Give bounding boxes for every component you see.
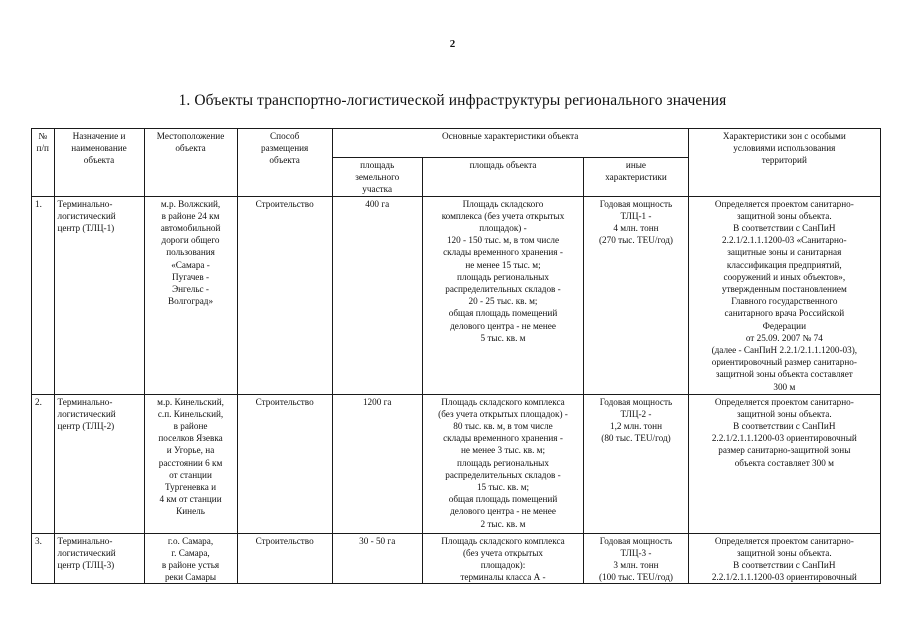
other-characteristics [584, 196, 688, 394]
row-number: 2. [32, 394, 55, 533]
cell-line: защитной зоны объекта. [736, 210, 832, 221]
cell-line: с.п. Кинельский, [157, 408, 224, 419]
cell-line: в районе 24 км [161, 210, 220, 221]
header-location [144, 129, 237, 197]
cell-line: не менее 3 тыс. кв. м; [460, 445, 546, 456]
cell-line: Площадь складского [462, 198, 544, 209]
cell-line: пользования [166, 247, 215, 258]
cell-line: 1,2 млн. тонн [609, 421, 662, 432]
cell-line: площадь региональных [457, 457, 549, 468]
cell-line: Энгельс - [172, 284, 209, 295]
other-characteristics [584, 533, 688, 584]
cell-line: защитной зоны объекта. [736, 547, 832, 558]
cell-line: реки Самары [164, 572, 217, 583]
cell-line: ТЛЦ-3 - [620, 547, 652, 558]
cell-line: наименование [71, 143, 127, 154]
cell-line: (без учета открытых площадок) - [438, 408, 568, 419]
cell-line: В соответствии с СанПиН [733, 421, 836, 432]
cell-line: иные [625, 160, 647, 170]
cell-line: логистический [57, 408, 116, 419]
cell-line: В соответствии с СанПиН [733, 223, 836, 234]
cell-line: (далее - СанПиН 2.2.1/2.1.1.1200-03), [711, 345, 858, 356]
zone-characteristics [688, 394, 880, 533]
land-area: 400 га [332, 196, 422, 394]
cell-line: склады временного хранения - [443, 433, 563, 444]
cell-line: м.р. Волжский, [160, 198, 221, 209]
cell-line: 4 км от станции [159, 494, 222, 505]
cell-line: логистический [57, 547, 116, 558]
header-num [32, 129, 55, 197]
cell-line: характеристики [605, 172, 667, 183]
header-other [584, 158, 688, 197]
cell-line: не менее 15 тыс. м; [465, 259, 541, 270]
cell-line: Кинель [176, 506, 205, 517]
cell-line: территорий [761, 155, 807, 166]
objects-table [31, 128, 881, 584]
cell-line: сооружений и иных объектов», [723, 271, 846, 282]
object-area [422, 533, 584, 584]
placement-method: Строительство [237, 196, 332, 394]
cell-line: 4 млн. тонн [613, 223, 659, 234]
cell-line: автомобильной [160, 223, 221, 234]
page-title: 1. Объекты транспортно-логистической инфраструктуры регионального значения [178, 92, 727, 109]
object-location [144, 533, 237, 584]
cell-line: Характеристики зон с особыми [722, 131, 846, 141]
cell-line: Терминально- [57, 535, 113, 546]
cell-line: ТЛЦ-1 - [620, 210, 652, 221]
cell-line: от 25.09. 2007 № 74 [745, 332, 823, 343]
row-number: 3. [32, 533, 55, 584]
cell-line: размер санитарно-защитной зоны [718, 445, 851, 456]
land-area: 30 - 50 га [332, 533, 422, 584]
placement-method: Строительство [237, 533, 332, 584]
object-location [144, 394, 237, 533]
cell-line: и Угорье, на [166, 445, 215, 456]
cell-line: общая площадь помещений [448, 494, 558, 505]
cell-line: от станции [169, 469, 212, 480]
cell-line: 15 тыс. кв. м; [476, 482, 530, 493]
cell-line: 20 - 25 тыс. кв. м; [468, 296, 538, 307]
cell-line: (без учета открытых [462, 547, 544, 558]
cell-line: В соответствии с СанПиН [733, 560, 836, 571]
cell-line: распределительных складов - [445, 469, 561, 480]
cell-line: 5 тыс. кв. м [480, 332, 526, 343]
zone-characteristics [688, 196, 880, 394]
cell-line: Площадь складского комплекса [441, 396, 565, 407]
cell-line: объекта [83, 155, 115, 166]
cell-line: склады временного хранения - [443, 247, 563, 258]
cell-line: Определяется проектом санитарно- [714, 198, 854, 209]
cell-line: Терминально- [57, 396, 113, 407]
cell-line: Способ [270, 131, 300, 141]
other-characteristics [584, 394, 688, 533]
cell-line: терминалы класса А - [460, 572, 546, 583]
header-land-area [332, 158, 422, 197]
header-main-characteristics: Основные характеристики объекта [332, 129, 688, 158]
cell-line: центр (ТЛЦ-1) [57, 223, 115, 234]
cell-line: Терминально- [57, 198, 113, 209]
cell-line: распределительных складов - [445, 284, 561, 295]
cell-line: Годовая мощность [599, 198, 673, 209]
cell-line: Тургеневка и [165, 482, 217, 493]
cell-line: делового центра - не менее [450, 506, 556, 517]
cell-line: общая площадь помещений [448, 308, 558, 319]
cell-line: № [38, 131, 48, 141]
placement-method: Строительство [237, 394, 332, 533]
cell-line: условиями использования [733, 143, 836, 154]
cell-line: объекта [269, 155, 300, 166]
cell-line: «Самара - [171, 259, 210, 270]
cell-line: центр (ТЛЦ-2) [57, 421, 115, 432]
cell-line: ориентировочный размер санитарно- [711, 357, 857, 368]
cell-line: дороги общего [161, 235, 220, 246]
cell-line: участка [362, 184, 393, 195]
cell-line: (80 тыс. TEU/год) [601, 433, 671, 444]
cell-line: 120 - 150 тыс. м, в том числе [446, 235, 560, 246]
cell-line: площадок): [480, 560, 526, 571]
cell-line: Местоположение [156, 131, 225, 141]
cell-line: поселков Язевка [158, 433, 223, 444]
cell-line: ТЛЦ-2 - [620, 408, 652, 419]
cell-line: Федерации [762, 320, 807, 331]
cell-line: земельного [355, 172, 400, 183]
cell-line: 2.2.1/2.1.1.1200-03 ориентировочный [711, 572, 857, 583]
object-area [422, 394, 584, 533]
cell-line: площадок) - [479, 223, 527, 234]
cell-line: 300 м [773, 381, 796, 392]
cell-line: размещения [261, 143, 309, 154]
header-purpose [54, 129, 144, 197]
cell-line: 2.2.1/2.1.1.1200-03 «Санитарно- [722, 235, 847, 246]
cell-line: 2 тыс. кв. м [480, 518, 526, 529]
table-row [32, 533, 881, 584]
cell-line: Определяется проектом санитарно- [714, 396, 854, 407]
cell-line: Годовая мощность [599, 396, 673, 407]
row-number: 1. [32, 196, 55, 394]
cell-line: (270 тыс. TEU/год) [598, 235, 673, 246]
cell-line: делового центра - не менее [450, 320, 556, 331]
cell-line: 3 млн. тонн [613, 560, 659, 571]
cell-line: объекта составляет 300 м [734, 457, 834, 468]
cell-line: защитной зоны объекта. [736, 408, 832, 419]
cell-line: утвержденным постановлением [721, 284, 847, 295]
header-method [237, 129, 332, 197]
cell-line: Пугачев - [171, 271, 210, 282]
cell-line: 80 тыс. кв. м, в том числе [453, 421, 553, 432]
cell-line: площадь [360, 160, 395, 170]
cell-line: классификация предприятий, [726, 259, 842, 270]
header-object-area: площадь объекта [422, 158, 584, 197]
cell-line: логистический [57, 210, 116, 221]
header-zones [688, 129, 880, 197]
cell-line: санитарного врача Российской [724, 308, 845, 319]
zone-characteristics [688, 533, 880, 584]
object-purpose [54, 394, 144, 533]
cell-line: Назначение и [72, 131, 126, 141]
cell-line: м.р. Кинельский, [157, 396, 224, 407]
object-purpose [54, 533, 144, 584]
object-location [144, 196, 237, 394]
cell-line: расстоянии 6 км [158, 457, 223, 468]
cell-line: комплекса (без учета открытых [441, 210, 565, 221]
cell-line: в районе [173, 421, 208, 432]
cell-line: Главного государственного [731, 296, 838, 307]
page-number: 2 [449, 38, 456, 50]
cell-line: Площадь складского комплекса [441, 535, 565, 546]
cell-line: г. Самара, [171, 547, 210, 558]
cell-line: в районе устья [161, 560, 220, 571]
cell-line: г.о. Самара, [167, 535, 214, 546]
cell-line: центр (ТЛЦ-3) [57, 560, 115, 571]
cell-line: Определяется проектом санитарно- [714, 535, 854, 546]
table-row [32, 394, 881, 533]
cell-line: площадь региональных [457, 271, 549, 282]
cell-line: (100 тыс. TEU/год) [598, 572, 673, 583]
cell-line: Волгоград» [168, 296, 214, 307]
cell-line: Годовая мощность [599, 535, 673, 546]
cell-line: объекта [175, 143, 206, 154]
table-row [32, 196, 881, 394]
cell-line: защитной зоны объекта составляет [715, 369, 853, 380]
object-purpose [54, 196, 144, 394]
cell-line: защитные зоны и санитарная [727, 247, 842, 258]
cell-line: 2.2.1/2.1.1.1200-03 ориентировочный [711, 433, 857, 444]
land-area: 1200 га [332, 394, 422, 533]
object-area [422, 196, 584, 394]
cell-line: п/п [36, 143, 49, 154]
